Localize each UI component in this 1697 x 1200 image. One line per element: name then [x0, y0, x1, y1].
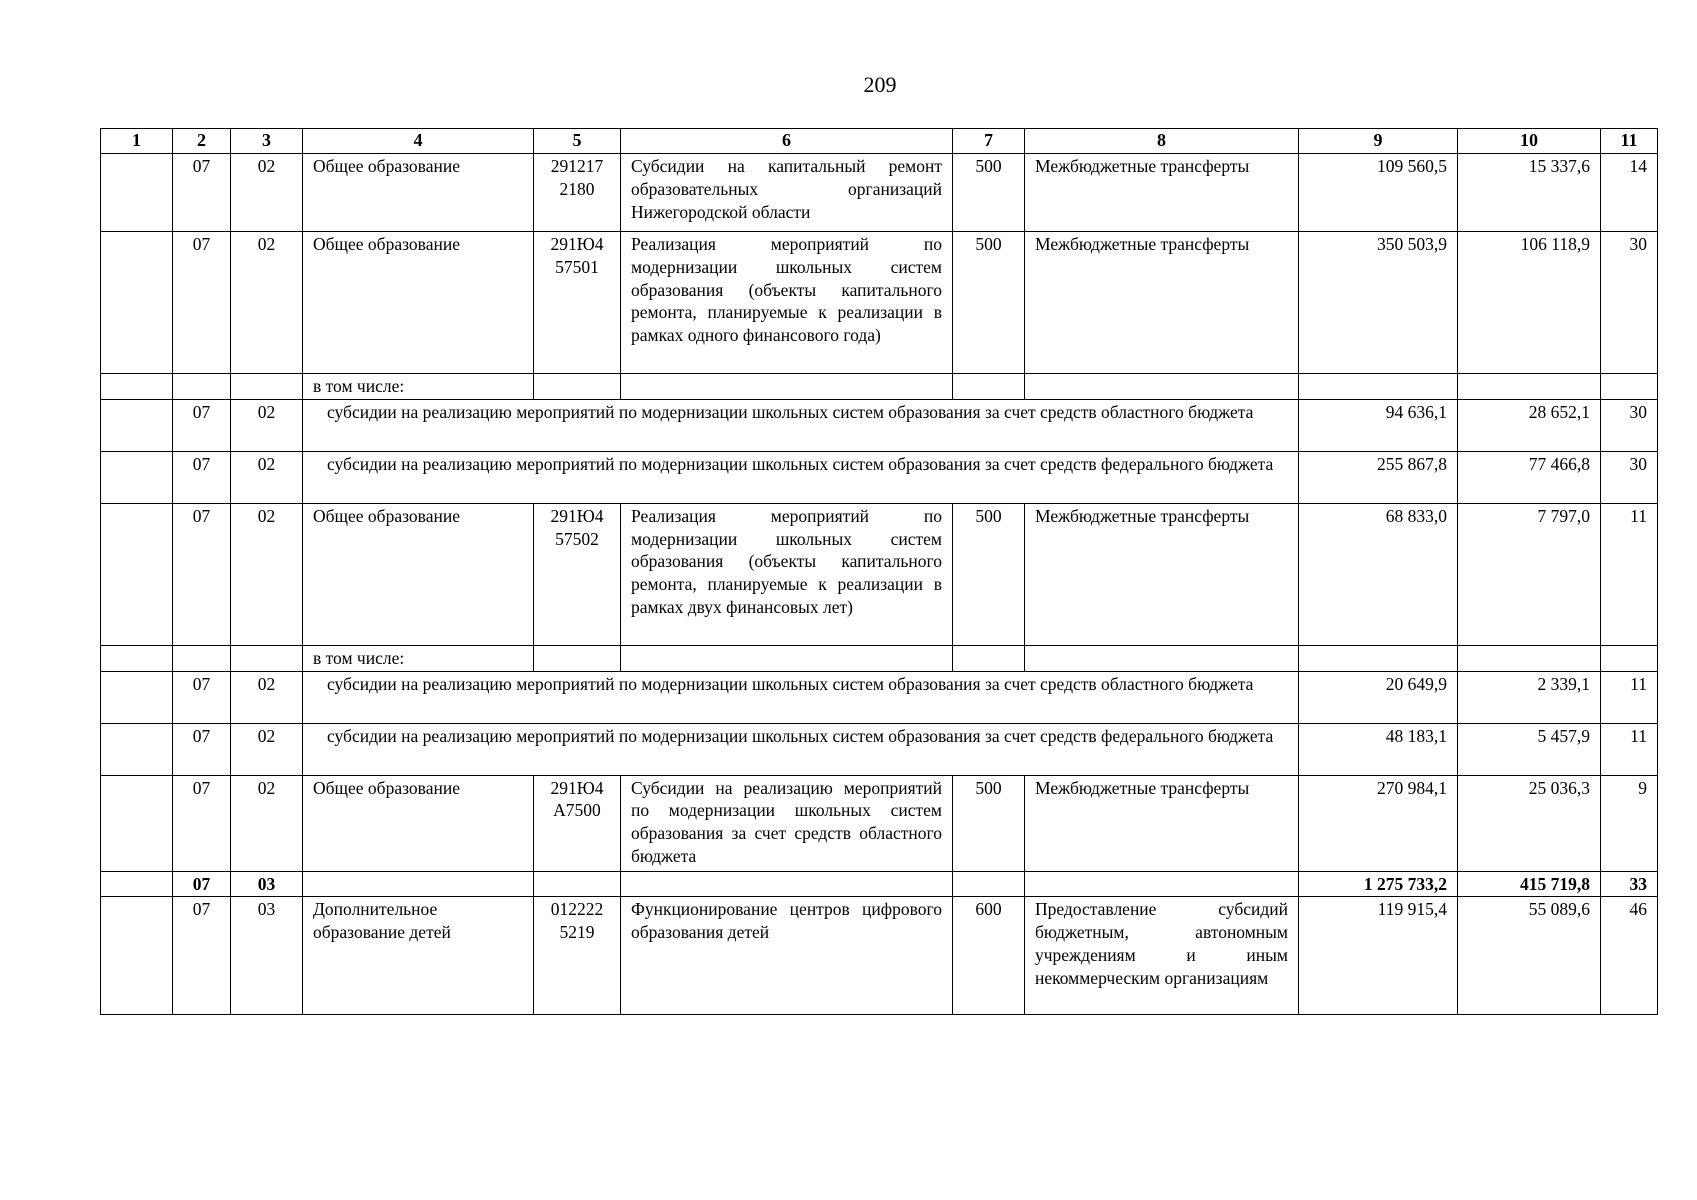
cell-empty	[953, 374, 1025, 400]
table-row	[101, 154, 1658, 232]
budget-table	[100, 128, 1658, 1015]
cell-empty	[534, 374, 621, 400]
cell-type-name: Межбюджетные трансферты	[1025, 775, 1299, 871]
cell-subsection: 03	[231, 871, 303, 897]
table-row	[101, 897, 1658, 1015]
cell-code	[534, 232, 621, 374]
code-part-1: 012222	[550, 899, 604, 920]
col-header-5: 5	[534, 129, 621, 154]
cell-type-name: Межбюджетные трансферты	[1025, 503, 1299, 645]
cell-empty	[101, 451, 173, 503]
cell-label: в том числе:	[303, 645, 534, 671]
cell-value-11: 11	[1601, 503, 1658, 645]
code-part-2: 57501	[555, 256, 599, 277]
cell-amount-10: 2 339,1	[1458, 671, 1601, 723]
cell-empty	[1025, 374, 1299, 400]
cell-amount-10: 5 457,9	[1458, 723, 1601, 775]
cell-amount-9: 255 867,8	[1299, 451, 1458, 503]
cell-subsection: 02	[231, 775, 303, 871]
code-part-2: 57502	[555, 528, 599, 549]
cell-type-name: Межбюджетные трансферты	[1025, 232, 1299, 374]
cell-description: Реализация мероприятий по модернизации школьных систем образования (объекты капитального ремонта, планируемые к реализации в рамках одного финансового года)	[621, 232, 953, 374]
cell-type-code: 500	[953, 232, 1025, 374]
table-row	[101, 645, 1658, 671]
cell-empty	[101, 374, 173, 400]
cell-subsection: 02	[231, 451, 303, 503]
cell-empty	[101, 503, 173, 645]
code-part-1: 291217	[550, 156, 604, 176]
cell-value-11: 11	[1601, 671, 1658, 723]
table-row-total	[101, 871, 1658, 897]
cell-amount-10: 28 652,1	[1458, 399, 1601, 451]
cell-section: 07	[173, 399, 231, 451]
cell-value-11: 46	[1601, 897, 1658, 1015]
col-header-3: 3	[231, 129, 303, 154]
cell-code	[534, 775, 621, 871]
cell-type-name: Предоставление субсидий бюджетным, автономным учреждениям и иным некоммерческим организациям	[1025, 897, 1299, 1015]
cell-type-code: 600	[953, 897, 1025, 1015]
cell-name: Общее образование	[303, 232, 534, 374]
cell-empty	[953, 871, 1025, 897]
col-header-10: 10	[1458, 129, 1601, 154]
cell-amount-10: 7 797,0	[1458, 503, 1601, 645]
table-row	[101, 503, 1658, 645]
cell-description: Субсидии на реализацию мероприятий по модернизации школьных систем образования за счет средств областного бюджета	[621, 775, 953, 871]
cell-empty	[621, 871, 953, 897]
table-row	[101, 451, 1658, 503]
table-row	[101, 399, 1658, 451]
cell-value-11: 11	[1601, 723, 1658, 775]
cell-name: Дополнительное образование детей	[303, 897, 534, 1015]
cell-code	[534, 154, 621, 232]
cell-value-11: 9	[1601, 775, 1658, 871]
cell-empty	[1601, 645, 1658, 671]
cell-amount-9: 48 183,1	[1299, 723, 1458, 775]
cell-code	[534, 503, 621, 645]
cell-empty	[1299, 645, 1458, 671]
cell-amount-10: 25 036,3	[1458, 775, 1601, 871]
cell-empty	[101, 897, 173, 1015]
cell-empty	[534, 871, 621, 897]
cell-section: 07	[173, 871, 231, 897]
col-header-11: 11	[1601, 129, 1658, 154]
cell-span-text: субсидии на реализацию мероприятий по модернизации школьных систем образования за счет средств федерального бюджета	[303, 451, 1299, 503]
cell-empty	[621, 645, 953, 671]
code-part-1: 291Ю4	[550, 777, 604, 798]
cell-type-code: 500	[953, 775, 1025, 871]
cell-amount-9: 20 649,9	[1299, 671, 1458, 723]
cell-subsection: 02	[231, 503, 303, 645]
cell-empty	[621, 374, 953, 400]
code-part-1: 291Ю4	[550, 505, 604, 526]
cell-description: Реализация мероприятий по модернизации школьных систем образования (объекты капитального ремонта, планируемые к реализации в рамках двух финансовых лет)	[621, 503, 953, 645]
cell-empty	[101, 399, 173, 451]
cell-amount-9: 350 503,9	[1299, 232, 1458, 374]
cell-value-11: 30	[1601, 232, 1658, 374]
cell-name: Общее образование	[303, 775, 534, 871]
cell-value-11: 14	[1601, 154, 1658, 232]
page-number: 209	[863, 72, 897, 97]
table-row	[101, 232, 1658, 374]
cell-amount-10: 15 337,6	[1458, 154, 1601, 232]
cell-amount-10: 415 719,8	[1458, 871, 1601, 897]
cell-empty	[534, 645, 621, 671]
cell-name: Общее образование	[303, 503, 534, 645]
cell-empty	[1299, 374, 1458, 400]
cell-subsection: 02	[231, 671, 303, 723]
cell-section: 07	[173, 232, 231, 374]
cell-empty	[953, 645, 1025, 671]
code-part-1: 291Ю4	[550, 234, 604, 254]
cell-amount-10: 77 466,8	[1458, 451, 1601, 503]
cell-label: в том числе:	[303, 374, 534, 400]
cell-empty	[231, 374, 303, 400]
cell-empty	[101, 723, 173, 775]
cell-code	[534, 897, 621, 1015]
header-row	[101, 129, 1658, 154]
col-header-2: 2	[173, 129, 231, 154]
cell-empty	[231, 645, 303, 671]
cell-section: 07	[173, 723, 231, 775]
cell-span-text: субсидии на реализацию мероприятий по модернизации школьных систем образования за счет средств федерального бюджета	[303, 723, 1299, 775]
col-header-9: 9	[1299, 129, 1458, 154]
cell-empty	[1458, 374, 1601, 400]
cell-value-11: 30	[1601, 451, 1658, 503]
cell-description: Субсидии на капитальный ремонт образовательных организаций Нижегородской области	[621, 154, 953, 232]
cell-empty	[101, 775, 173, 871]
cell-amount-9: 119 915,4	[1299, 897, 1458, 1015]
col-header-7: 7	[953, 129, 1025, 154]
cell-value-11: 33	[1601, 871, 1658, 897]
col-header-4: 4	[303, 129, 534, 154]
cell-subsection: 02	[231, 399, 303, 451]
table-row	[101, 723, 1658, 775]
table-row	[101, 671, 1658, 723]
code-part-2: А7500	[553, 800, 601, 821]
cell-section: 07	[173, 897, 231, 1015]
cell-amount-9: 1 275 733,2	[1299, 871, 1458, 897]
cell-span-text: субсидии на реализацию мероприятий по модернизации школьных систем образования за счет средств областного бюджета	[303, 399, 1299, 451]
cell-amount-10: 106 118,9	[1458, 232, 1601, 374]
cell-section: 07	[173, 671, 231, 723]
cell-name: Общее образование	[303, 154, 534, 232]
col-header-8: 8	[1025, 129, 1299, 154]
cell-value-11: 30	[1601, 399, 1658, 451]
cell-empty	[101, 871, 173, 897]
cell-type-code: 500	[953, 503, 1025, 645]
cell-empty	[101, 154, 173, 232]
col-header-1: 1	[101, 129, 173, 154]
cell-section: 07	[173, 775, 231, 871]
cell-subsection: 02	[231, 154, 303, 232]
cell-empty	[101, 671, 173, 723]
cell-section: 07	[173, 154, 231, 232]
code-part-2: 2180	[559, 178, 595, 199]
col-header-6: 6	[621, 129, 953, 154]
cell-empty	[173, 645, 231, 671]
cell-description: Функционирование центров цифрового образования детей	[621, 897, 953, 1015]
cell-subsection: 03	[231, 897, 303, 1015]
cell-empty	[173, 374, 231, 400]
cell-amount-10: 55 089,6	[1458, 897, 1601, 1015]
cell-amount-9: 68 833,0	[1299, 503, 1458, 645]
cell-subsection: 02	[231, 723, 303, 775]
table-row	[101, 374, 1658, 400]
cell-section: 07	[173, 451, 231, 503]
cell-type-name: Межбюджетные трансферты	[1025, 154, 1299, 232]
cell-subsection: 02	[231, 232, 303, 374]
cell-amount-9: 109 560,5	[1299, 154, 1458, 232]
cell-type-code: 500	[953, 154, 1025, 232]
cell-amount-9: 270 984,1	[1299, 775, 1458, 871]
cell-empty	[303, 871, 534, 897]
cell-amount-9: 94 636,1	[1299, 399, 1458, 451]
code-part-2: 5219	[559, 922, 595, 942]
cell-span-text: субсидии на реализацию мероприятий по модернизации школьных систем образования за счет средств областного бюджета	[303, 671, 1299, 723]
cell-empty	[101, 232, 173, 374]
table-row	[101, 775, 1658, 871]
cell-empty	[101, 645, 173, 671]
cell-empty	[1025, 871, 1299, 897]
cell-empty	[1458, 645, 1601, 671]
cell-empty	[1601, 374, 1658, 400]
cell-empty	[1025, 645, 1299, 671]
cell-section: 07	[173, 503, 231, 645]
